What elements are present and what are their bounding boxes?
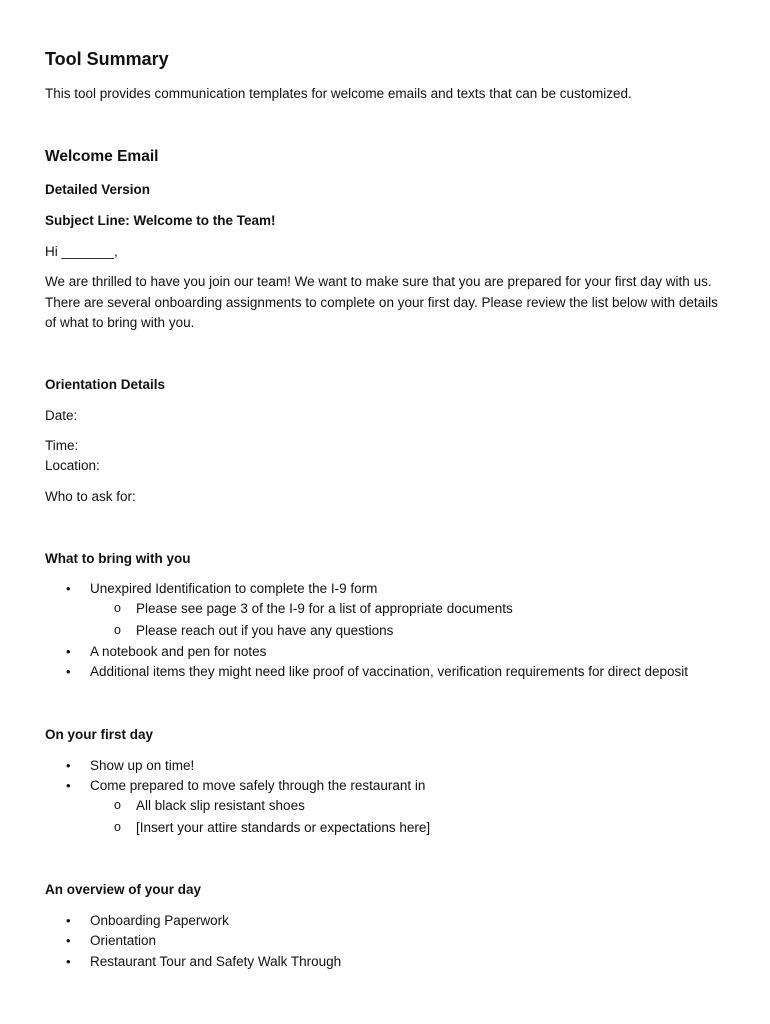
sub-list-item: Please see page 3 of the I-9 for a list of appropriate documents (136, 601, 513, 616)
sub-bullet-icon: o (114, 623, 121, 637)
bullet-icon: • (66, 913, 71, 928)
bullet-icon: • (66, 664, 71, 679)
bullet-icon: • (66, 954, 71, 969)
bullet-icon: • (66, 644, 71, 659)
list-item: Additional items they might need like proof of vaccination, verification requirements for direct deposit (90, 664, 689, 679)
list-item: A notebook and pen for notes (90, 644, 267, 659)
sub-bullet-icon: o (114, 798, 121, 812)
sub-list-item: Please reach out if you have any questions (136, 623, 394, 638)
list-item: Come prepared to move safely through the restaurant in (90, 778, 426, 793)
orientation-time: Time: (45, 438, 79, 453)
welcome-email-heading: Welcome Email (45, 148, 159, 165)
orientation-heading: Orientation Details (45, 377, 166, 392)
version-label: Detailed Version (45, 182, 151, 197)
greeting: Hi _______, (45, 244, 118, 259)
orientation-date: Date: (45, 408, 78, 423)
list-item: Show up on time! (90, 758, 195, 773)
bring-heading: What to bring with you (45, 551, 191, 566)
tool-summary-heading: Tool Summary (45, 49, 169, 69)
tool-summary-text: This tool provides communication templates for welcome emails and texts that can be customized. (45, 86, 632, 101)
orientation-who: Who to ask for: (45, 489, 136, 504)
bullet-icon: • (66, 778, 71, 793)
list-item: Onboarding Paperwork (90, 913, 229, 928)
list-item: Restaurant Tour and Safety Walk Through (90, 954, 342, 969)
sub-bullet-icon: o (114, 820, 121, 834)
bullet-icon: • (66, 581, 71, 596)
sub-list-item: All black slip resistant shoes (136, 798, 305, 813)
bullet-icon: • (66, 758, 71, 773)
list-item: Unexpired Identification to complete the I-9 form (90, 581, 378, 596)
orientation-location: Location: (45, 458, 100, 473)
list-item: Orientation (90, 933, 157, 948)
bullet-icon: • (66, 933, 71, 948)
sub-list-item: [Insert your attire standards or expectations here] (136, 820, 431, 835)
email-body: We are thrilled to have you join our team! We want to make sure that you are prepared for your first day with us. There are several onboarding assignments to complete on your first day. Please review the list below with details of what to bring with you. (45, 274, 718, 330)
subject-line: Subject Line: Welcome to the Team! (45, 213, 276, 228)
sub-bullet-icon: o (114, 601, 121, 615)
first-day-heading: On your first day (45, 727, 154, 742)
overview-heading: An overview of your day (45, 882, 202, 897)
